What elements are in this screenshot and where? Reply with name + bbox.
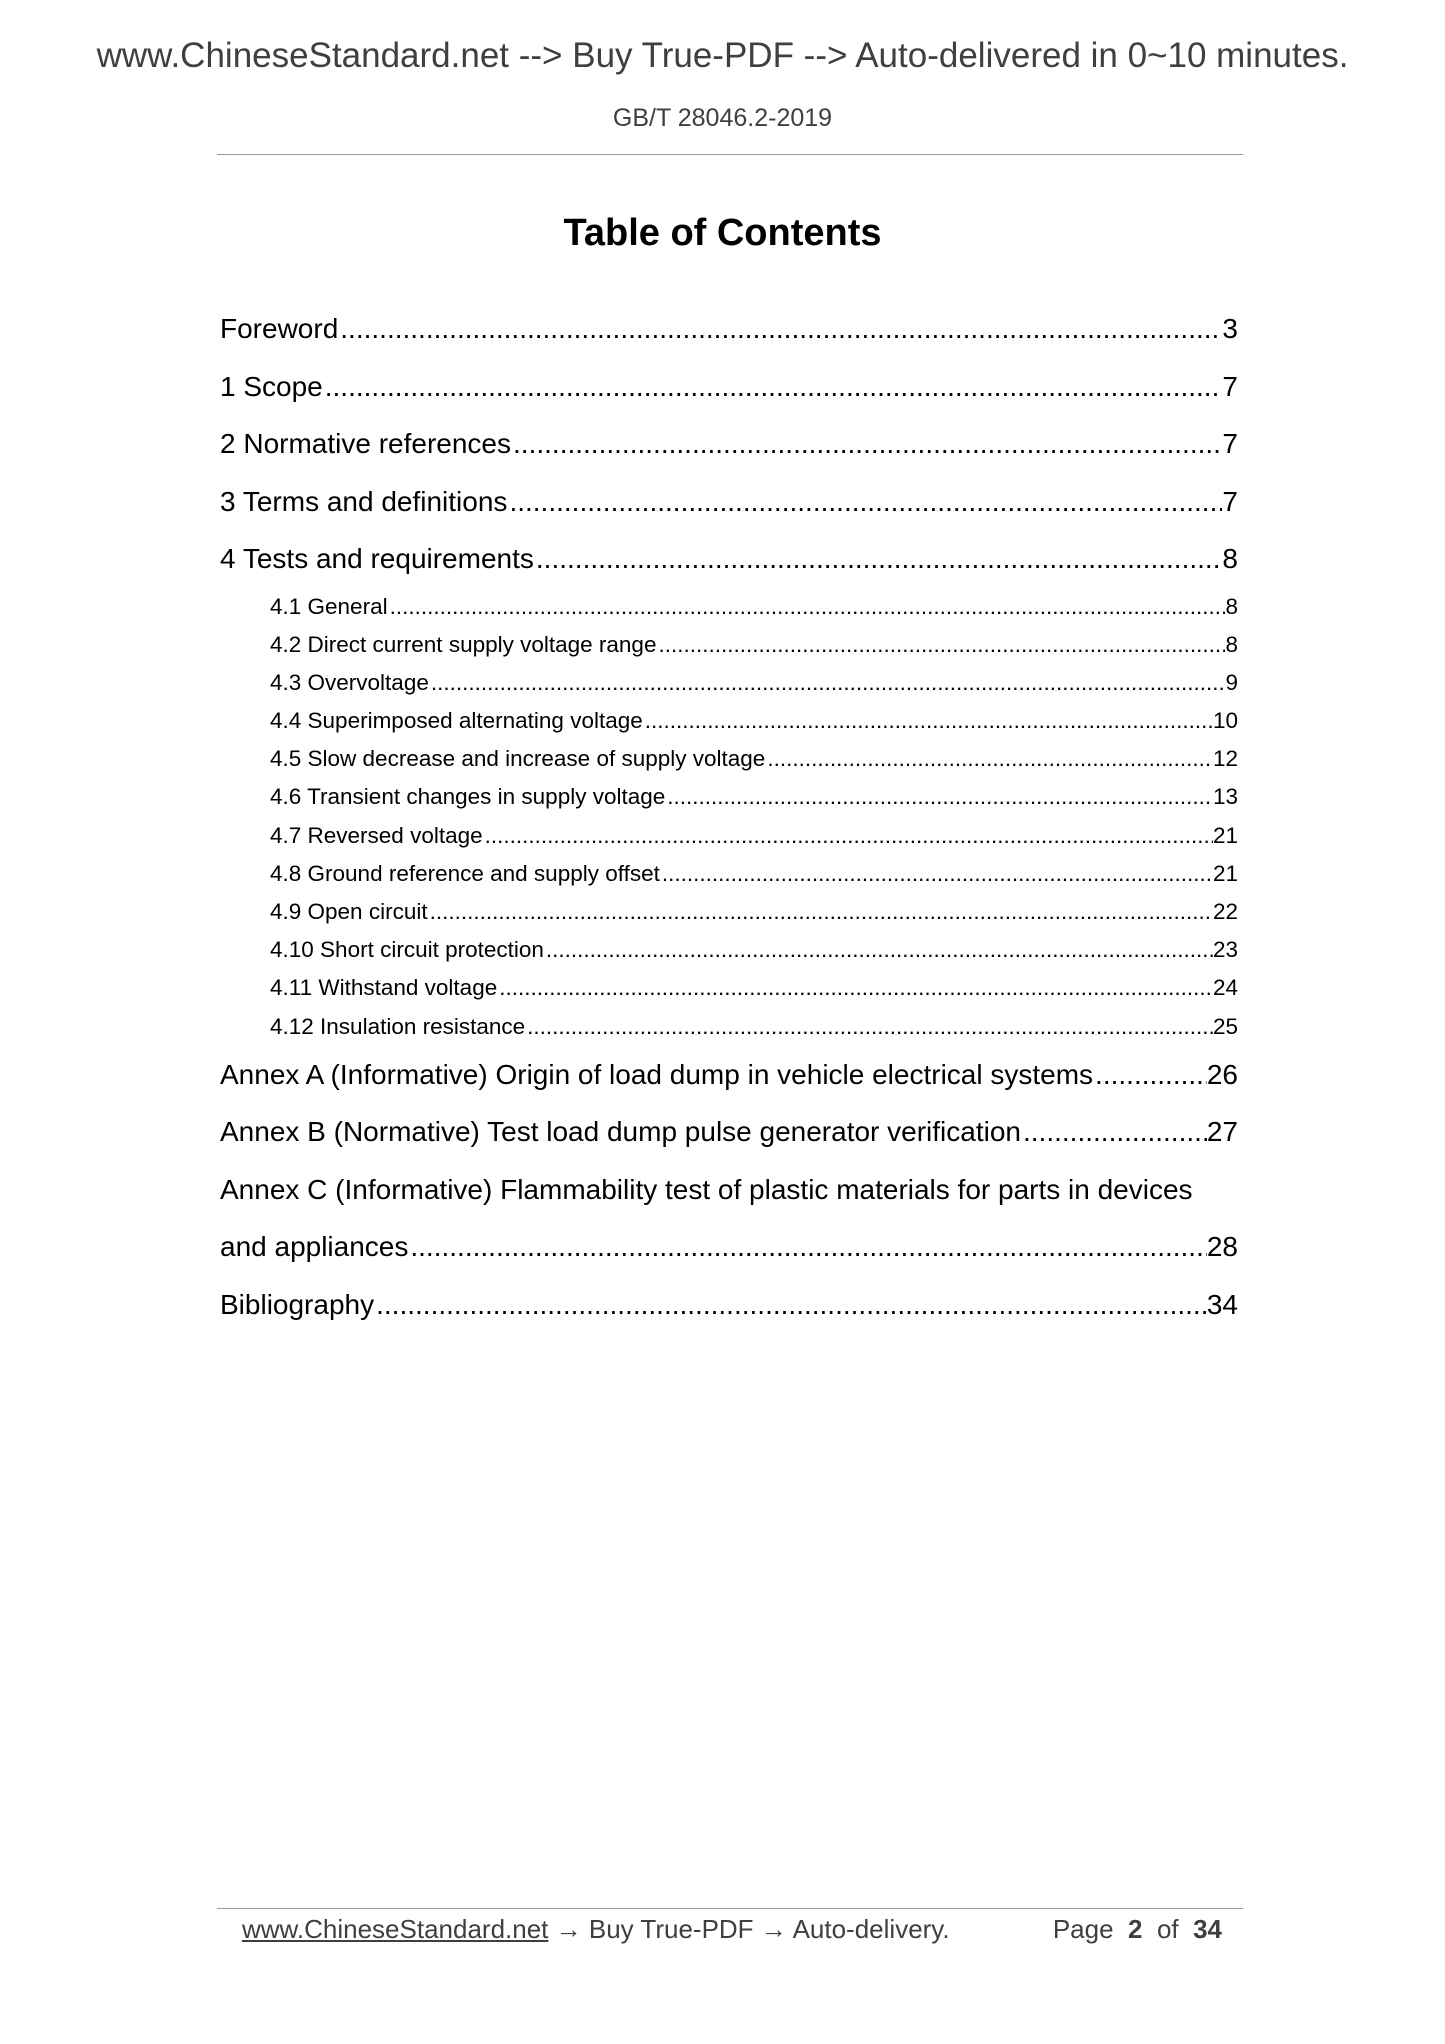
toc-entry-annex-c[interactable] (220, 1161, 1238, 1219)
total-pages: 34 (1193, 1914, 1222, 1944)
toc-entry-page: 13 (1212, 784, 1238, 810)
toc-entry-label: 1 Scope (220, 370, 323, 402)
dot-leader (497, 969, 1213, 1007)
toc-entry-label: 4.10 Short circuit protection (270, 937, 544, 963)
toc-entry-normative-references[interactable] (220, 415, 1238, 473)
toc-entry-label: 4.2 Direct current supply voltage range (270, 631, 657, 657)
dot-leader (660, 855, 1213, 893)
dot-leader (388, 588, 1226, 626)
toc-entry-foreword[interactable] (220, 300, 1238, 358)
toc-entry-tests-requirements[interactable] (220, 530, 1238, 588)
page-indicator (1053, 1914, 1222, 1945)
toc-entry-page: 27 (1206, 1116, 1238, 1148)
toc-entry-label: Annex A (Informative) Origin of load dump in vehicle electrical systems (220, 1058, 1094, 1090)
footer-site-link[interactable]: www.ChineseStandard.net (242, 1914, 549, 1944)
toc-entry-4-9[interactable] (220, 893, 1238, 931)
toc-entry-annex-c-continued[interactable] (220, 1218, 1238, 1276)
toc-entry-page: 8 (1225, 631, 1238, 657)
toc-entry-label: 4.7 Reversed voltage (270, 822, 483, 848)
table-of-contents (220, 300, 1238, 1333)
toc-entry-page: 7 (1222, 428, 1238, 459)
page-word: Page (1052, 1914, 1114, 1944)
dot-leader (429, 664, 1226, 702)
toc-entry-4-5[interactable] (220, 740, 1238, 778)
toc-entry-page: 12 (1212, 746, 1238, 772)
toc-entry-label: 4.1 General (270, 593, 388, 619)
dot-leader (665, 778, 1213, 816)
toc-entry-4-10[interactable] (220, 931, 1238, 969)
toc-entry-4-2[interactable] (220, 626, 1238, 664)
dot-leader (338, 300, 1222, 358)
toc-entry-annex-b[interactable] (220, 1103, 1238, 1161)
current-page: 2 (1128, 1914, 1143, 1944)
toc-entry-label: and appliances (220, 1231, 409, 1263)
toc-entry-page: 23 (1212, 937, 1238, 963)
toc-entry-label: 3 Terms and definitions (220, 485, 508, 517)
toc-entry-page: 24 (1212, 975, 1238, 1001)
toc-entry-label: Bibliography (220, 1288, 375, 1320)
dot-leader (374, 1276, 1207, 1334)
toc-entry-4-1[interactable] (220, 588, 1238, 626)
toc-entry-4-12[interactable] (220, 1008, 1238, 1046)
toc-entry-label: 4.9 Open circuit (270, 899, 428, 924)
toc-entry-page: 10 (1212, 708, 1238, 734)
site-banner: www.ChineseStandard.net --> Buy True-PDF --> Auto-delivered in 0~10 minutes. (96, 36, 1349, 75)
toc-entry-bibliography[interactable] (220, 1276, 1238, 1334)
footer-promo-text: → Buy True-PDF → Auto-delivery. (548, 1914, 950, 1944)
dot-leader (534, 530, 1223, 588)
toc-entry-label: Foreword (220, 313, 339, 344)
dot-leader (511, 415, 1222, 473)
toc-entry-label: 4.6 Transient changes in supply voltage (270, 784, 666, 810)
toc-entry-label: 4.4 Superimposed alternating voltage (270, 708, 643, 734)
page-footer (242, 1914, 1222, 1945)
toc-entry-4-7[interactable] (220, 817, 1238, 855)
dot-leader (1093, 1046, 1207, 1104)
toc-title: Table of Contents (563, 212, 882, 254)
dot-leader (428, 893, 1213, 931)
toc-entry-page: 22 (1212, 899, 1238, 924)
toc-entry-page: 21 (1212, 822, 1238, 848)
toc-entry-page: 25 (1212, 1013, 1238, 1039)
toc-entry-label: 4.8 Ground reference and supply offset (270, 860, 660, 886)
toc-entry-4-8[interactable] (220, 855, 1238, 893)
toc-entry-label: 4 Tests and requirements (220, 543, 534, 574)
dot-leader (483, 817, 1213, 855)
dot-leader (544, 931, 1213, 969)
dot-leader (765, 740, 1213, 778)
dot-leader (643, 702, 1213, 740)
toc-entry-label: 4.3 Overvoltage (270, 669, 429, 695)
header-divider (217, 154, 1243, 155)
toc-entry-page: 8 (1225, 593, 1238, 619)
dot-leader (323, 358, 1223, 416)
toc-entry-page: 3 (1222, 313, 1238, 344)
toc-entry-label: 2 Normative references (220, 428, 512, 459)
toc-entry-page: 21 (1212, 860, 1238, 886)
dot-leader (507, 473, 1222, 531)
page-of-word: of (1156, 1914, 1179, 1944)
toc-entry-page: 8 (1222, 543, 1238, 574)
toc-entry-annex-a[interactable] (220, 1046, 1238, 1104)
toc-entry-label: 4.11 Withstand voltage (270, 975, 498, 1001)
dot-leader (1021, 1103, 1207, 1161)
toc-entry-terms-definitions[interactable] (220, 473, 1238, 531)
toc-entry-page: 34 (1206, 1288, 1238, 1320)
footer-promo (242, 1914, 950, 1945)
footer-divider (217, 1908, 1243, 1909)
toc-entry-page: 26 (1206, 1058, 1238, 1090)
toc-entry-page: 9 (1225, 669, 1238, 695)
toc-entry-label: Annex C (Informative) Flammability test of plastic materials for parts in devices (220, 1173, 1193, 1205)
dot-leader (656, 626, 1225, 664)
toc-entry-4-6[interactable] (220, 778, 1238, 816)
dot-leader (408, 1218, 1206, 1276)
toc-entry-4-3[interactable] (220, 664, 1238, 702)
dot-leader (525, 1008, 1213, 1046)
toc-entry-page: 28 (1206, 1231, 1238, 1263)
toc-entry-4-11[interactable] (220, 969, 1238, 1007)
toc-entry-label: Annex B (Normative) Test load dump pulse generator verification (220, 1116, 1021, 1148)
toc-entry-scope[interactable] (220, 358, 1238, 416)
toc-entry-label: 4.12 Insulation resistance (270, 1013, 526, 1039)
document-number: GB/T 28046.2-2019 (612, 104, 833, 132)
toc-entry-label: 4.5 Slow decrease and increase of supply voltage (270, 746, 766, 772)
toc-entry-page: 7 (1222, 485, 1238, 517)
toc-entry-page: 7 (1222, 370, 1238, 402)
toc-entry-4-4[interactable] (220, 702, 1238, 740)
